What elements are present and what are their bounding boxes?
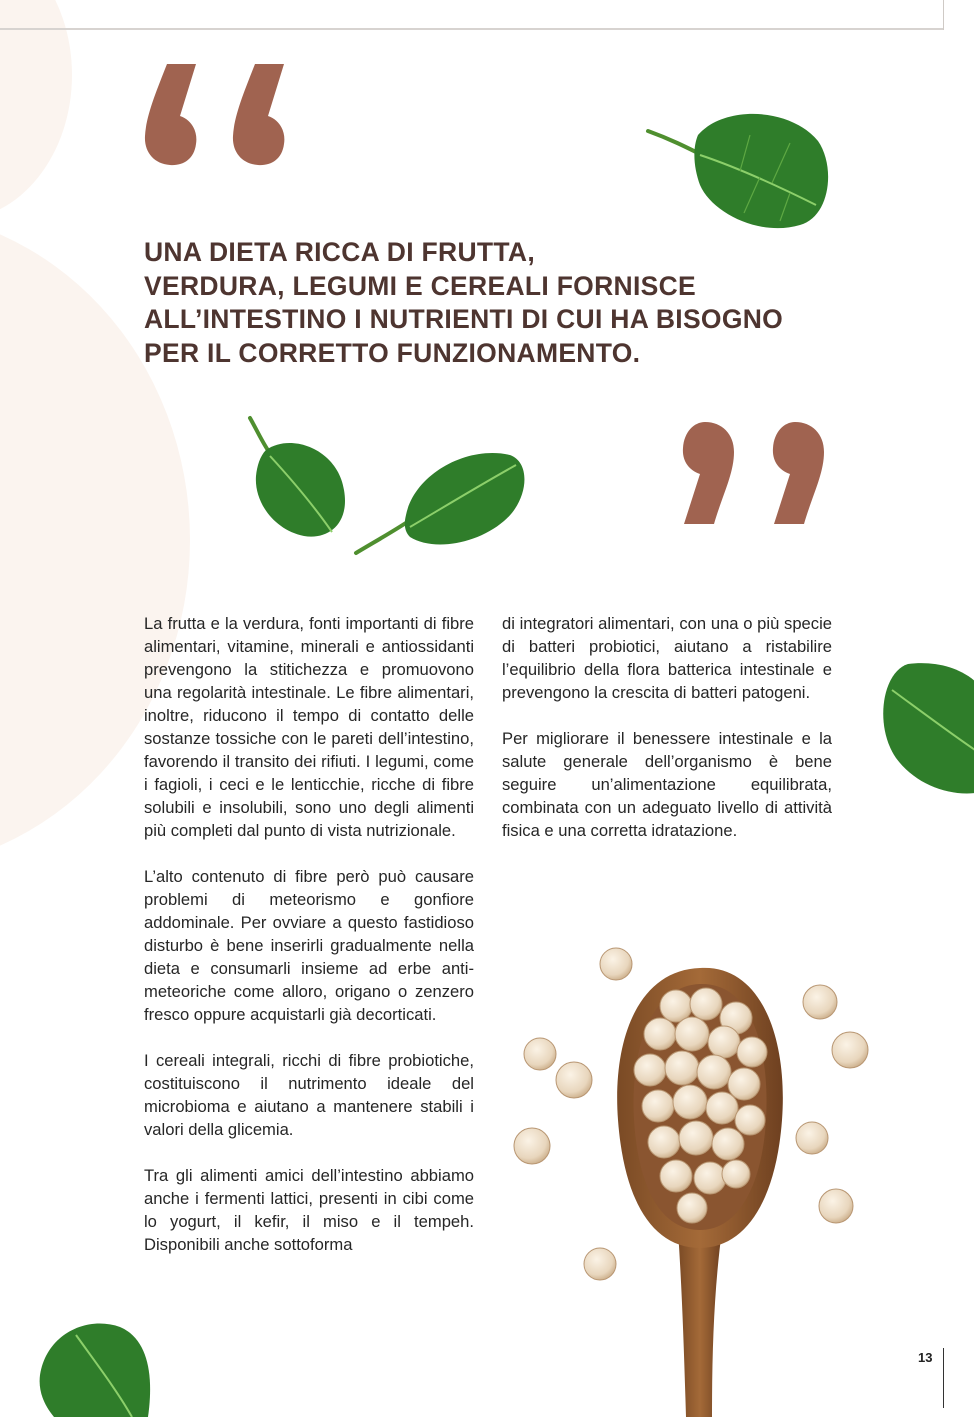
body-paragraph: I cereali integrali, ricchi di fibre probiotiche, costituiscono il nutrimento ideale del microbioma e aiutano a mantenere stabili i valori della glicemia. <box>144 1051 474 1139</box>
headline-line: VERDURA, LEGUMI E CEREALI FORNISCE <box>144 270 697 301</box>
close-quote-icon <box>680 420 830 530</box>
body-paragraph: Tra gli alimenti amici dell’intestino abbiamo anche i fermenti lattici, presenti in cibi come lo yogurt, il kefir, il miso e il tempeh. Disponibili anche sottoforma <box>144 1166 474 1254</box>
body-column-left <box>144 612 474 1256</box>
spinach-leaf-icon <box>640 105 835 235</box>
headline-line: UNA DIETA RICCA DI FRUTTA, <box>144 237 536 267</box>
headline <box>144 236 844 370</box>
margin-rule-top <box>943 0 944 30</box>
body-paragraph: di integratori alimentari, con una o più specie di batteri probiotici, aiutano a ristabilire l’equilibrio della flora batterica intestinale e prevengono la crescita di batteri patogeni. <box>502 614 832 702</box>
body-column-right <box>502 612 832 842</box>
page-number: 13 <box>918 1350 933 1365</box>
open-quote-icon <box>140 60 290 170</box>
spinach-leaf-icon <box>36 1315 154 1417</box>
body-paragraph: Per migliorare il benessere intestinale e la salute generale dell’organismo è bene seguire un’alimentazione equilibrata, combinata con un adeguato livello di attività fisica e una corretta idratazione. <box>502 729 832 840</box>
body-paragraph: L’alto contenuto di fibre però può causare problemi di meteorismo e gonfiore addominale. Per ovviare a questo fastidioso disturbo è bene inserirli gradualmente nella dieta e consumarli insieme ad erbe anti-meteoriche come alloro, origano o zenzero fresco oppure acquistarli già decorticati. <box>144 867 474 1024</box>
headline-line: ALL’INTESTINO I NUTRIENTI DI CUI HA BISOGNO <box>144 304 784 334</box>
background-circle-top <box>0 0 72 220</box>
spinach-leaf-icon <box>240 410 355 545</box>
margin-rule-bottom <box>943 1348 944 1408</box>
headline-line: PER IL CORRETTO FUNZIONAMENTO. <box>144 337 641 368</box>
chickpea-spoon-illustration <box>500 930 920 1417</box>
spinach-leaf-icon <box>878 660 974 800</box>
body-paragraph: La frutta e la verdura, fonti importanti di fibre alimentari, vitamine, minerali e antiossidanti prevengono la stitichezza e promuovono una regolarità intestinale. Le fibre alimentari, inoltre, riducono il tempo di contatto delle sostanze tossiche con le pareti dell’intestino, favorendo il transito dei rifiuti. I legumi, come i fagioli, i ceci e le lenticchie, ricche di fibre solubili e insolubili, sono uno degli alimenti più completi dal punto di vista nutrizionale. <box>144 614 474 840</box>
top-rule <box>0 28 944 30</box>
spinach-leaf-icon <box>350 445 530 560</box>
